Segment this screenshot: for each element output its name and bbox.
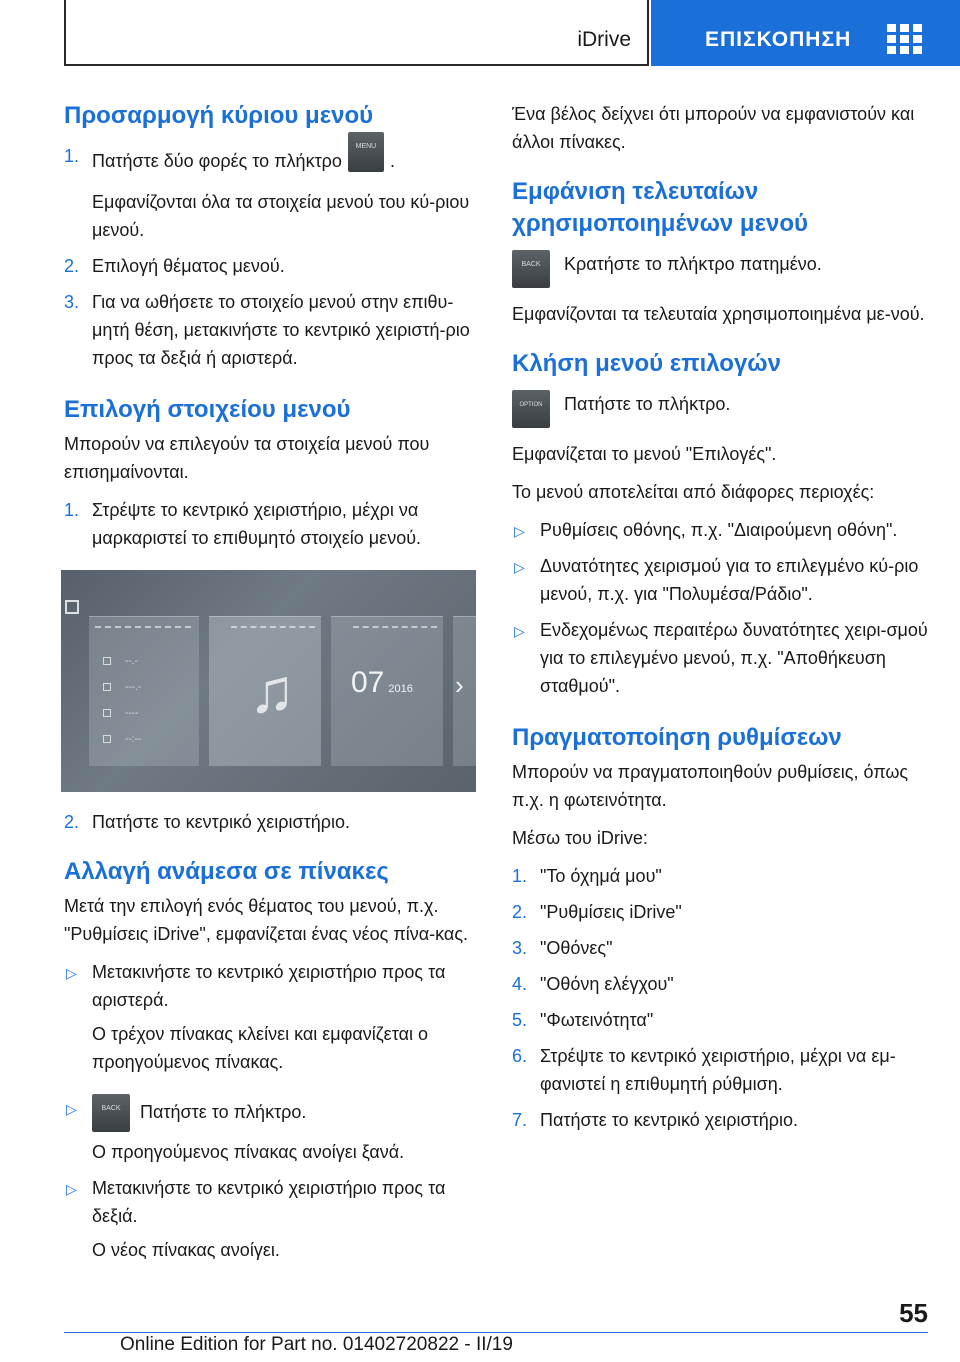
step-number: 2. <box>64 812 80 832</box>
list-item: 2. Επιλογή θέματος μενού. <box>64 252 478 280</box>
list-item: 3. Για να ωθήσετε το στοιχείο μενού στην επιθυ-μητή θέση, μετακινήστε το κεντρικό χειριστή-ριο προς τα δεξιά ή αριστερά. <box>64 288 478 372</box>
panel-tab <box>95 626 191 628</box>
step-note: Εμφανίζονται όλα τα στοιχεία μενού του κύ-ριου μενού. <box>92 192 470 240</box>
list-item: 2. Πατήστε το κεντρικό χειριστήριο. <box>64 808 478 836</box>
list-item: 7. Πατήστε το κεντρικό χειριστήριο. <box>512 1110 798 1130</box>
chevron-right-icon: › <box>455 670 464 700</box>
footer-edition: Online Edition for Part no. 01402720822 - II/19 <box>120 1334 513 1355</box>
panel-tab <box>353 626 437 628</box>
list-item: 1. Στρέψτε το κεντρικό χειριστήριο, μέχρι να μαρκαριστεί το επιθυμητό στοιχείο μενού. <box>64 496 478 552</box>
list-item: 5. "Φωτεινότητα" <box>512 1010 654 1030</box>
section-title-settings: Πραγματοποίηση ρυθμίσεων <box>512 724 842 751</box>
button-instruction: BACK Κρατήστε το πλήκτρο πατημένο. <box>512 250 928 288</box>
list-item: 4. "Οθόνη ελέγχου" <box>512 974 674 994</box>
screen-row: --:-- <box>103 734 141 745</box>
screen-row: --.- <box>103 656 138 667</box>
list-item: 2. "Ρυθμίσεις iDrive" <box>512 902 682 922</box>
right-column <box>512 100 928 1142</box>
panel-tab <box>231 626 315 628</box>
paragraph: Μέσω του iDrive: <box>512 828 648 848</box>
paragraph: Ένα βέλος δείχνει ότι μπορούν να εμφανιστούν και άλλοι πίνακες. <box>512 104 915 152</box>
step-number: 1. <box>64 500 80 520</box>
button-instruction: OPTION Πατήστε το πλήκτρο. <box>512 390 928 428</box>
header-section: iDrive <box>577 28 631 51</box>
music-note-icon: ♫ <box>248 657 296 726</box>
triangle-bullet-icon: ▷ <box>514 623 525 639</box>
menu-button-icon: MENU <box>348 132 384 172</box>
paragraph: Μπορούν να πραγματοποιηθούν ρυθμίσεις, όπως π.χ. η φωτεινότητα. <box>512 762 909 810</box>
step-note: Ο νέος πίνακας ανοίγει. <box>92 1240 280 1260</box>
left-column <box>64 100 478 1272</box>
section-title-select-menu-item: Επιλογή στοιχείου μενού <box>64 396 351 423</box>
section-title-customize-main-menu: Προσαρμογή κύριου μενού <box>64 102 374 129</box>
option-button-icon: OPTION <box>512 390 550 428</box>
list-item: ▷ BACK Πατήστε το πλήκτρο. Ο προηγούμενος πίνακας ανοίγει ξανά. <box>64 1094 478 1166</box>
header-box <box>64 0 649 66</box>
paragraph: Εμφανίζονται τα τελευταία χρησιμοποιημένα με-νού. <box>512 304 925 324</box>
screen-date: 07 2016 <box>351 666 413 699</box>
idrive-screen-image <box>61 570 476 792</box>
screen-row: ---- <box>103 708 138 719</box>
header-chapter: ΕΠΙΣΚΟΠΗΣΗ <box>705 28 852 51</box>
section-title-options-menu: Κλήση μενού επιλογών <box>512 350 781 377</box>
back-button-icon: BACK <box>512 250 550 288</box>
step-number: 1. <box>64 146 80 166</box>
section-title-switch-panels: Αλλαγή ανάμεσα σε πίνακες <box>64 858 389 885</box>
paragraph: Το μενού αποτελείται από διάφορες περιοχές: <box>512 482 875 502</box>
list-item: 6. Στρέψτε το κεντρικό χειριστήριο, μέχρι να εμ-φανιστεί η επιθυμητή ρύθμιση. <box>512 1046 896 1094</box>
list-item: ▷ Ρυθμίσεις οθόνης, π.χ. "Διαιρούμενη οθόνη". <box>512 516 928 544</box>
paragraph: Μετά την επιλογή ενός θέματος του μενού, π.χ. "Ρυθμίσεις iDrive", εμφανίζεται ένας νέος πίνα-κας. <box>64 896 469 944</box>
step-number: 3. <box>64 292 80 312</box>
grid-menu-icon <box>887 24 923 54</box>
list-item: ▷ Ενδεχομένως περαιτέρω δυνατότητες χειρι-σμού για το επιλεγμένο μενού, π.χ. "Αποθήκευση σταθμού". <box>512 616 928 700</box>
list-item: ▷ Δυνατότητες χειρισμού για το επιλεγμένο κύ-ριο μενού, π.χ. για "Πολυμέσα/Ράδιο". <box>512 552 928 608</box>
paragraph: Εμφανίζεται το μενού "Επιλογές". <box>512 444 777 464</box>
page-number: 55 <box>899 1298 928 1328</box>
list-item: ▷ Μετακινήστε το κεντρικό χειριστήριο προς τα αριστερά. Ο τρέχον πίνακας κλείνει και εμφανίζεται ο προηγούμενος πίνακας. <box>64 958 478 1076</box>
section-title-recent-menus: Εμφάνιση τελευταίων χρησιμοποιημένων μενού <box>512 178 808 237</box>
triangle-bullet-icon: ▷ <box>514 559 525 575</box>
back-button-icon: BACK <box>92 1094 130 1132</box>
screen-row: ---.- <box>103 682 141 693</box>
triangle-bullet-icon: ▷ <box>66 965 77 981</box>
step-number: 2. <box>64 256 80 276</box>
menu-grid-icon <box>65 600 79 614</box>
paragraph: Μπορούν να επιλεγούν τα στοιχεία μενού που επισημαίνονται. <box>64 434 430 482</box>
list-item: 1. Πατήστε δύο φορές το πλήκτροMENU. Εμφανίζονται όλα τα στοιχεία μενού του κύ-ριου μενού. <box>64 142 478 244</box>
triangle-bullet-icon: ▷ <box>66 1101 77 1117</box>
triangle-bullet-icon: ▷ <box>514 523 525 539</box>
triangle-bullet-icon: ▷ <box>66 1181 77 1197</box>
header-chapter-tab[interactable] <box>651 0 960 66</box>
footer-divider <box>64 1332 928 1333</box>
list-item: 3. "Οθόνες" <box>512 938 613 958</box>
list-item: 1. "Το όχημά μου" <box>512 866 662 886</box>
step-note: Ο προηγούμενος πίνακας ανοίγει ξανά. <box>92 1142 405 1162</box>
list-item: ▷ Μετακινήστε το κεντρικό χειριστήριο προς τα δεξιά. Ο νέος πίνακας ανοίγει. <box>64 1174 478 1264</box>
step-note: Ο τρέχον πίνακας κλείνει και εμφανίζεται ο προηγούμενος πίνακας. <box>92 1024 428 1072</box>
